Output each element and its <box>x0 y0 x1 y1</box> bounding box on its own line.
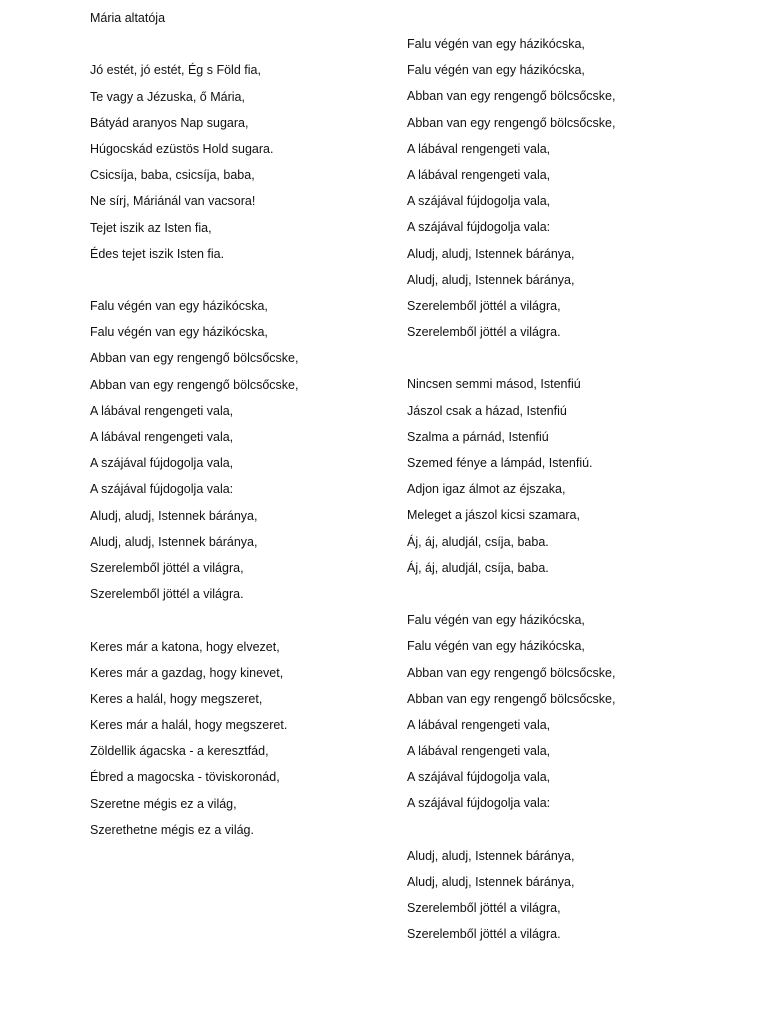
stanza-break <box>90 35 390 61</box>
poem-line: Falu végén van egy házikócska, <box>407 613 585 628</box>
poem-line: Jászol csak a házad, Istenfiú <box>407 403 567 418</box>
left-column-lines <box>90 35 390 847</box>
poem-line: Keres már a gazdag, hogy kinevet, <box>90 665 284 680</box>
left-column <box>90 9 390 847</box>
poem-line: Abban van egy rengengő bölcsőcske, <box>407 89 616 104</box>
poem-line: Te vagy a Jézuska, ő Mária, <box>90 89 245 104</box>
poem-line: Zöldellik ágacska - a keresztfád, <box>90 744 269 759</box>
stanza-break <box>407 821 707 847</box>
poem-line: Keres már a katona, hogy elvezet, <box>90 639 280 654</box>
poem-line: Szalma a párnád, Istenfiú <box>407 429 549 444</box>
poem-line: Szerelemből jöttél a világra, <box>407 901 561 916</box>
document-title: Mária altatója <box>90 11 166 25</box>
poem-line: A szájával fújdogolja vala, <box>90 456 234 471</box>
poem-line: Aludj, aludj, Istennek báránya, <box>407 246 575 261</box>
stanza-break <box>407 349 707 375</box>
poem-line: Szerelemből jöttél a világra. <box>90 587 244 602</box>
poem-line: A lábával rengengeti vala, <box>90 403 234 418</box>
poem-line: Ne sírj, Máriánál van vacsora! <box>90 194 256 209</box>
poem-line: A szájával fújdogolja vala, <box>407 770 551 785</box>
poem-line: Abban van egy rengengő bölcsőcske, <box>407 115 616 130</box>
poem-line: A szájával fújdogolja vala: <box>90 482 234 497</box>
poem-line: A szájával fújdogolja vala: <box>407 796 551 811</box>
poem-line: Keres a halál, hogy megszeret, <box>90 691 263 706</box>
poem-line: Meleget a jászol kicsi szamara, <box>407 508 580 523</box>
poem-line: Abban van egy rengengő bölcsőcske, <box>90 377 299 392</box>
poem-line: Aludj, aludj, Istennek báránya, <box>407 272 575 287</box>
poem-line: Bátyád aranyos Nap sugara, <box>90 115 249 130</box>
stanza-break <box>407 585 707 611</box>
poem-line: Falu végén van egy házikócska, <box>407 37 585 51</box>
poem-line: Abban van egy rengengő bölcsőcske, <box>407 691 616 706</box>
poem-line: Falu végén van egy házikócska, <box>90 325 268 340</box>
poem-line: A lábával rengengeti vala, <box>407 744 551 759</box>
poem-line: Aludj, aludj, Istennek báránya, <box>90 508 258 523</box>
poem-line: Édes tejet iszik Isten fia. <box>90 246 225 261</box>
poem-line: Abban van egy rengengő bölcsőcske, <box>90 351 299 366</box>
poem-line: Jó estét, jó estét, Ég s Föld fia, <box>90 63 261 78</box>
poem-line: A lábával rengengeti vala, <box>407 167 551 182</box>
poem-line: Szerelemből jöttél a világra, <box>90 560 244 575</box>
poem-line: Áj, áj, aludjál, csíja, baba. <box>407 534 549 549</box>
poem-line: Falu végén van egy házikócska, <box>90 299 268 314</box>
poem-line: Nincsen semmi másod, Istenfiú <box>407 377 581 392</box>
poem-line: Szeretne mégis ez a világ, <box>90 796 237 811</box>
poem-line: A szájával fújdogolja vala, <box>407 194 551 209</box>
right-column-lines <box>407 35 707 952</box>
poem-line: Adjon igaz álmot az éjszaka, <box>407 482 566 497</box>
poem-line: Áj, áj, aludjál, csíja, baba. <box>407 560 549 575</box>
poem-line: A lábával rengengeti vala, <box>407 717 551 732</box>
poem-line: Szerethetne mégis ez a világ. <box>90 822 254 837</box>
poem-line: Abban van egy rengengő bölcsőcske, <box>407 665 616 680</box>
poem-line: Húgocskád ezüstös Hold sugara. <box>90 141 274 156</box>
poem-line: Aludj, aludj, Istennek báránya, <box>90 534 258 549</box>
poem-line: A lábával rengengeti vala, <box>90 430 234 444</box>
poem-line: Szerelemből jöttél a világra. <box>407 927 561 942</box>
poem-line: A szájával fújdogolja vala: <box>407 220 551 235</box>
poem-line: Aludj, aludj, Istennek báránya, <box>407 875 575 889</box>
stanza-break <box>90 271 390 297</box>
right-column <box>407 35 707 952</box>
poem-line: Aludj, aludj, Istennek báránya, <box>407 848 575 863</box>
poem-line: Keres már a halál, hogy megszeret. <box>90 718 288 733</box>
poem-line: Ébred a magocska - töviskoronád, <box>90 770 280 785</box>
poem-line: Falu végén van egy házikócska, <box>407 63 585 78</box>
stanza-break <box>90 611 390 637</box>
poem-line: Csicsíja, baba, csicsíja, baba, <box>90 168 255 183</box>
poem-line: Szerelemből jöttél a világra, <box>407 298 561 313</box>
poem-line: Szemed fénye a lámpád, Istenfiú. <box>407 456 593 470</box>
poem-line: Szerelemből jöttél a világra. <box>407 325 561 340</box>
poem-line: Falu végén van egy házikócska, <box>407 639 585 654</box>
poem-line: A lábával rengengeti vala, <box>407 141 551 156</box>
poem-line: Tejet iszik az Isten fia, <box>90 220 212 235</box>
